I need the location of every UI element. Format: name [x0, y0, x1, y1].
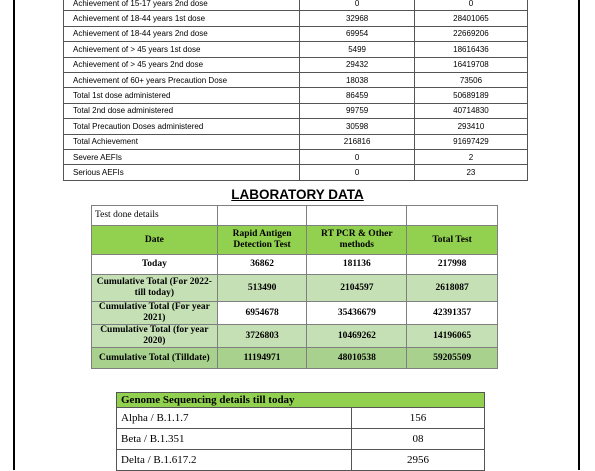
- row-label: Severe AEFIs: [64, 149, 300, 164]
- table-row: [64, 134, 528, 149]
- cumulative-value: 28401065: [414, 11, 527, 26]
- table-row: [92, 325, 498, 348]
- row-label: Total Achievement: [64, 134, 300, 149]
- variant-label: Beta / B.1.351: [117, 429, 352, 450]
- genome-heading: Genome Sequencing details till today: [117, 393, 485, 408]
- today-value: 99759: [300, 103, 415, 118]
- total-value: 59205509: [407, 348, 498, 369]
- lab-caption: Test done details: [92, 206, 218, 226]
- today-value: 5499: [300, 42, 415, 57]
- cumulative-value: 293410: [414, 119, 527, 134]
- table-row: [64, 26, 528, 41]
- row-label: Achievement of 18-44 years 1st dose: [64, 11, 300, 26]
- table-row: [92, 302, 498, 325]
- row-label: Cumulative Total (For year 2021): [92, 302, 218, 325]
- row-label: Total 1st dose administered: [64, 88, 300, 103]
- empty-cell: [407, 206, 498, 226]
- row-label: Achievement of > 45 years 1st dose: [64, 42, 300, 57]
- rat-value: 6954678: [217, 302, 307, 325]
- today-value: 0: [300, 149, 415, 164]
- today-value: 86459: [300, 88, 415, 103]
- rtpcr-value: 35436679: [307, 302, 407, 325]
- rat-value: 513490: [217, 275, 307, 302]
- table-row: [64, 57, 528, 72]
- table-row: [64, 11, 528, 26]
- table-row: [64, 42, 528, 57]
- table-row: [92, 255, 498, 275]
- row-label: Cumulative Total (Tilldate): [92, 348, 218, 369]
- variant-count: 156: [352, 408, 485, 429]
- cumulative-value: 91697429: [414, 134, 527, 149]
- variant-count: 08: [352, 429, 485, 450]
- header-row: [117, 393, 485, 408]
- cumulative-value: 73506: [414, 72, 527, 87]
- variant-count: 2956: [352, 450, 485, 471]
- table-row: [64, 149, 528, 164]
- rat-value: 36862: [217, 255, 307, 275]
- table-row: [64, 165, 528, 180]
- rtpcr-value: 2104597: [307, 275, 407, 302]
- genome-sequencing-table: [116, 392, 485, 471]
- table-row: [92, 275, 498, 302]
- page-border-right: [578, 0, 580, 470]
- cumulative-value: 40714830: [414, 103, 527, 118]
- today-value: 216816: [300, 134, 415, 149]
- header-row: [92, 226, 498, 255]
- page-border-left: [13, 0, 15, 470]
- today-value: 0: [300, 165, 415, 180]
- table-row: [64, 88, 528, 103]
- table-row: [117, 429, 485, 450]
- column-header: Total Test: [407, 226, 498, 255]
- row-label: Achievement of 15-17 years 2nd dose: [64, 0, 300, 11]
- cumulative-value: 22669206: [414, 26, 527, 41]
- cumulative-value: 50689189: [414, 88, 527, 103]
- row-label: Total 2nd dose administered: [64, 103, 300, 118]
- table-row: [64, 103, 528, 118]
- table-row: [117, 450, 485, 471]
- today-value: 69954: [300, 26, 415, 41]
- row-label: Cumulative Total (For 2022- till today): [92, 275, 218, 302]
- row-label: Achievement of > 45 years 2nd dose: [64, 57, 300, 72]
- today-value: 0: [300, 0, 415, 11]
- caption-row: [92, 206, 498, 226]
- row-label: Today: [92, 255, 218, 275]
- table-row: [64, 72, 528, 87]
- rtpcr-value: 48010538: [307, 348, 407, 369]
- row-label: Serious AEFIs: [64, 165, 300, 180]
- today-value: 30598: [300, 119, 415, 134]
- cumulative-value: 2: [414, 149, 527, 164]
- rat-value: 3726803: [217, 325, 307, 348]
- total-value: 217998: [407, 255, 498, 275]
- rtpcr-value: 181136: [307, 255, 407, 275]
- row-label: Total Precaution Doses administered: [64, 119, 300, 134]
- row-label: Achievement of 60+ years Precaution Dose: [64, 72, 300, 87]
- column-header: Rapid Antigen Detection Test: [217, 226, 307, 255]
- today-value: 29432: [300, 57, 415, 72]
- table-row: [64, 119, 528, 134]
- row-label: Cumulative Total (for year 2020): [92, 325, 218, 348]
- column-header: Date: [92, 226, 218, 255]
- laboratory-data-heading: LABORATORY DATA: [231, 187, 364, 202]
- cumulative-value: 0: [414, 0, 527, 11]
- rtpcr-value: 10469262: [307, 325, 407, 348]
- today-value: 32968: [300, 11, 415, 26]
- table-row: [64, 0, 528, 11]
- table-row: [92, 348, 498, 369]
- cumulative-value: 18616436: [414, 42, 527, 57]
- rat-value: 11194971: [217, 348, 307, 369]
- today-value: 18038: [300, 72, 415, 87]
- column-header: RT PCR & Other methods: [307, 226, 407, 255]
- total-value: 42391357: [407, 302, 498, 325]
- empty-cell: [307, 206, 407, 226]
- variant-label: Alpha / B.1.1.7: [117, 408, 352, 429]
- row-label: Achievement of 18-44 years 2nd dose: [64, 26, 300, 41]
- cumulative-value: 23: [414, 165, 527, 180]
- total-value: 14196065: [407, 325, 498, 348]
- table-row: [117, 408, 485, 429]
- laboratory-table: [91, 205, 498, 369]
- empty-cell: [217, 206, 307, 226]
- vaccination-table: [63, 0, 528, 181]
- total-value: 2618087: [407, 275, 498, 302]
- cumulative-value: 16419708: [414, 57, 527, 72]
- variant-label: Delta / B.1.617.2: [117, 450, 352, 471]
